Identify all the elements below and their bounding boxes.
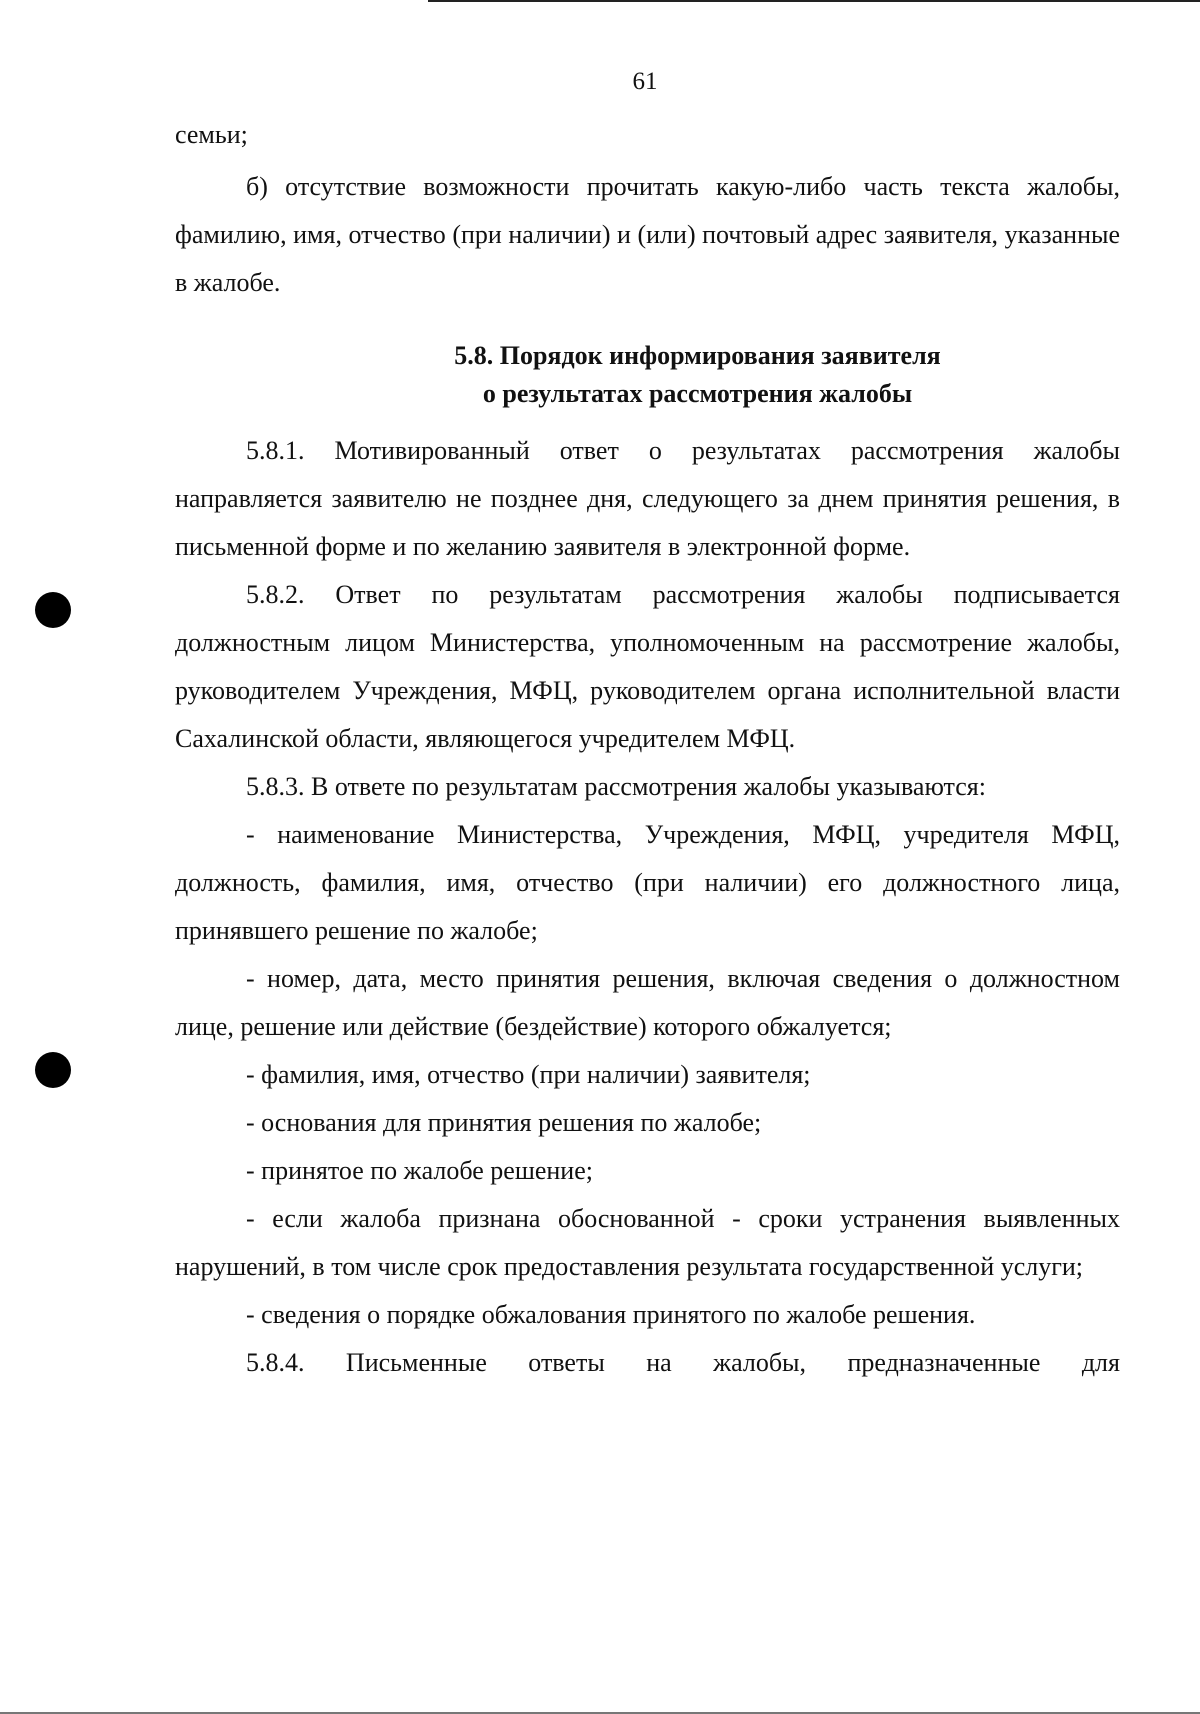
top-border-line (428, 0, 1200, 2)
section-heading-line-2: о результатах рассмотрения жалобы (482, 379, 913, 408)
paragraph-item-b: б) отсутствие возможности прочитать какую-либо часть текста жалобы, фамилию, имя, отчество (при наличии) и (или) почтовый адрес заявителя, указанные в жалобе. (175, 172, 1120, 297)
list-item-decision: - принятое по жалобе решение; (246, 1156, 593, 1185)
section-heading (175, 337, 1120, 413)
list-item-applicant: - фамилия, имя, отчество (при наличии) заявителя; (246, 1060, 811, 1089)
paragraph-5-8-4: 5.8.4. Письменные ответы на жалобы, предназначенные для (246, 1348, 1120, 1377)
list-item-appeal-info: - сведения о порядке обжалования принятого по жалобе решения. (246, 1300, 976, 1329)
list-item-number-date: - номер, дата, место принятия решения, включая сведения о должностном лице, решение или действие (бездействие) которого обжалуется; (175, 964, 1120, 1041)
list-item-deadlines: - если жалоба признана обоснованной - сроки устранения выявленных нарушений, в том числе срок предоставления результата государственной услуги; (175, 1204, 1120, 1281)
paragraph-continuation: семьи; (175, 120, 248, 149)
page-number: 61 (632, 68, 658, 95)
punch-hole-lower (35, 1052, 71, 1088)
document-body (175, 111, 1120, 1387)
punch-hole-upper (35, 592, 71, 628)
list-item-name: - наименование Министерства, Учреждения, МФЦ, учредителя МФЦ, должность, фамилия, имя, отчество (при наличии) его должностного лица, принявшего решение по жалобе; (175, 820, 1120, 945)
list-item-grounds: - основания для принятия решения по жалобе; (246, 1108, 762, 1137)
paragraph-5-8-2: 5.8.2. Ответ по результатам рассмотрения жалобы подписывается должностным лицом Министерства, уполномоченным на рассмотрение жалобы, руководителем Учреждения, МФЦ, руководителем органа исполнительной власти Сахалинской области, являющегося учредителем МФЦ. (175, 580, 1120, 753)
paragraph-5-8-3: 5.8.3. В ответе по результатам рассмотрения жалобы указываются: (246, 772, 986, 801)
section-heading-line-1: 5.8. Порядок информирования заявителя (454, 341, 941, 370)
paragraph-5-8-1: 5.8.1. Мотивированный ответ о результатах рассмотрения жалобы направляется заявителю не позднее дня, следующего за днем принятия решения, в письменной форме и по желанию заявителя в электронной форме. (175, 436, 1120, 561)
